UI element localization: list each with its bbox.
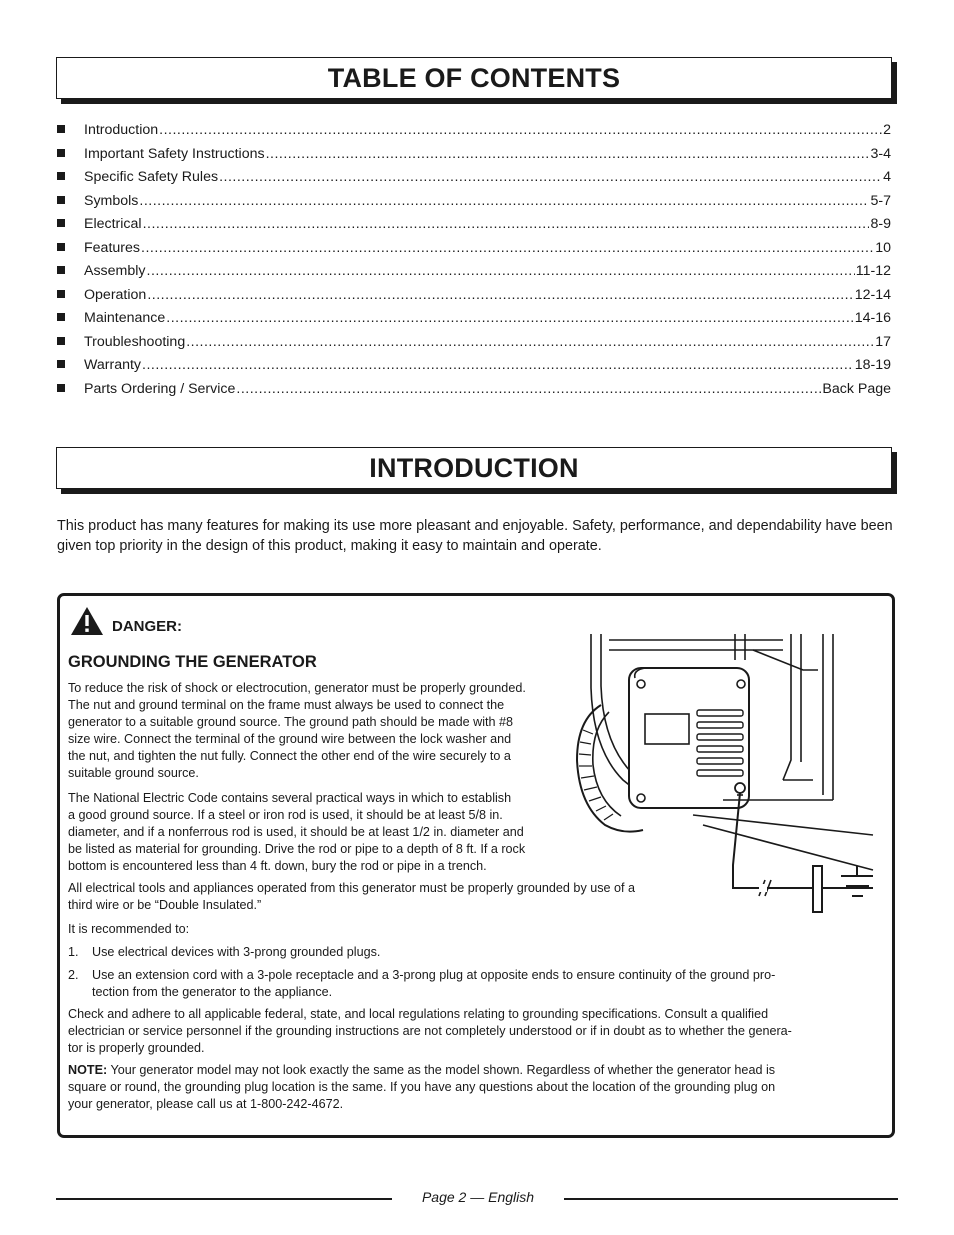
toc-item-label: Electrical xyxy=(84,216,142,232)
intro-body: This product has many features for making its use more pleasant and enjoyable. Safety, performance, and dependability have been given top priority in the design of this product, making it easy to maintain and operate. xyxy=(57,518,893,554)
recommend-intro: It is recommended to: xyxy=(68,922,190,936)
text-line: tection from the generator to the appliance. xyxy=(92,985,333,999)
toc-item-page: 2 xyxy=(883,122,891,138)
text-line: electrician or service personnel if the grounding instructions are not completely understood or if in doubt as to whether the genera- xyxy=(68,1024,792,1038)
danger-label: DANGER: xyxy=(112,618,182,635)
toc-item-label: Warranty xyxy=(84,357,142,373)
text-line: size wire. Connect the terminal of the ground wire between the lock washer and xyxy=(68,732,512,746)
toc-item-label: Troubleshooting xyxy=(84,333,186,350)
square-bullet-icon xyxy=(57,384,65,392)
toc-item-page: 12-14 xyxy=(854,286,891,303)
toc-item-page: 11-12 xyxy=(855,263,891,279)
toc-leader-dots xyxy=(266,146,870,162)
toc-leader-dots xyxy=(166,310,853,326)
text-line: Use electrical devices with 3-prong grounded plugs. xyxy=(92,945,381,959)
toc-item-page: Back Page xyxy=(822,380,891,397)
toc-leader-dots xyxy=(142,357,854,373)
recommend-list-item xyxy=(68,967,868,1001)
footer-rule-right xyxy=(564,1198,898,1200)
recommend-list-item xyxy=(68,944,868,961)
toc-leader-dots xyxy=(159,122,882,138)
toc-leader-dots xyxy=(147,287,853,303)
toc-item-label: Maintenance xyxy=(84,310,166,326)
toc-item xyxy=(57,381,891,405)
toc-leader-dots xyxy=(143,216,870,232)
note-label: NOTE: xyxy=(68,1063,108,1077)
text-line: be listed as material for grounding. Drive the rod or pipe to a depth of 8 ft. If a rock xyxy=(68,842,526,856)
toc-item-page: 18-19 xyxy=(854,357,891,373)
toc-item-page: 8-9 xyxy=(870,216,891,232)
text-line: diameter, and if a nonferrous rod is used, it should be at least 1/2 in. diameter and xyxy=(68,825,524,839)
toc-item-label: Symbols xyxy=(84,192,139,209)
square-bullet-icon xyxy=(57,149,65,157)
text-line: the nut, and tighten the nut fully. Connect the other end of the wire securely to a xyxy=(68,749,511,763)
text-line: tor is properly grounded. xyxy=(68,1041,205,1055)
intro-title: INTRODUCTION xyxy=(369,452,579,483)
toc-item xyxy=(57,240,891,264)
text-line: All electrical tools and appliances operated from this generator must be properly grounded by use of a xyxy=(68,881,636,895)
toc-leader-dots xyxy=(147,263,855,279)
page-footer xyxy=(56,1187,898,1207)
toc-item-page: 4 xyxy=(883,169,891,185)
toc-leader-dots xyxy=(139,193,869,209)
square-bullet-icon xyxy=(57,360,65,368)
grounding-paragraph-1 xyxy=(68,680,583,782)
text-line: The nut and ground terminal on the frame must always be used to connect the xyxy=(68,698,505,712)
footer-page-label: Page 2 — English xyxy=(421,1189,535,1205)
note-paragraph xyxy=(68,1062,880,1113)
intro-header-box xyxy=(56,447,892,489)
toc-item-label: Operation xyxy=(84,286,147,303)
toc-item-page: 17 xyxy=(875,333,891,350)
toc-item xyxy=(57,146,891,170)
square-bullet-icon xyxy=(57,196,65,204)
toc-item xyxy=(57,169,891,193)
toc-item xyxy=(57,334,891,358)
text-line: third wire or be “Double Insulated.” xyxy=(68,898,262,912)
square-bullet-icon xyxy=(57,266,65,274)
square-bullet-icon xyxy=(57,290,65,298)
text-line: Your generator model may not look exactly the same as the model shown. Regardless of whether the generator head is xyxy=(107,1063,776,1077)
grounding-paragraph-3 xyxy=(68,880,748,914)
list-text xyxy=(68,944,868,961)
list-number: 2. xyxy=(68,968,79,982)
danger-box xyxy=(57,593,895,1138)
toc-item xyxy=(57,122,891,146)
square-bullet-icon xyxy=(57,172,65,180)
grounding-title: GROUNDING THE GENERATOR xyxy=(68,653,317,671)
toc-item-label: Important Safety Instructions xyxy=(84,145,265,162)
toc-item-label: Assembly xyxy=(84,263,146,279)
toc-leader-dots xyxy=(219,169,882,185)
text-line: generator to a suitable ground source. The ground path should be made with #8 xyxy=(68,715,514,729)
text-line: suitable ground source. xyxy=(68,766,199,780)
text-line: a good ground source. If a steel or iron rod is used, it should be at least 5/8 in. xyxy=(68,808,503,822)
square-bullet-icon xyxy=(57,125,65,133)
toc-item-label: Specific Safety Rules xyxy=(84,169,219,185)
warning-triangle-icon xyxy=(70,606,104,641)
text-line: your generator, please call us at 1-800-242-4672. xyxy=(68,1097,344,1111)
toc-item xyxy=(57,357,891,381)
square-bullet-icon xyxy=(57,219,65,227)
square-bullet-icon xyxy=(57,337,65,345)
toc-title: TABLE OF CONTENTS xyxy=(327,62,621,93)
toc-leader-dots xyxy=(141,240,874,256)
toc-item xyxy=(57,287,891,311)
text-line: The National Electric Code contains several practical ways in which to establish xyxy=(68,791,512,805)
text-line: Use an extension cord with a 3-pole receptacle and a 3-prong plug at opposite ends to ensure continuity of the ground pro- xyxy=(92,968,776,982)
toc-list xyxy=(57,122,891,404)
toc-item-label: Parts Ordering / Service xyxy=(84,380,236,397)
list-number: 1. xyxy=(68,945,79,959)
square-bullet-icon xyxy=(57,313,65,321)
toc-item xyxy=(57,193,891,217)
toc-header-box xyxy=(56,57,892,99)
square-bullet-icon xyxy=(57,243,65,251)
toc-item-page: 3-4 xyxy=(870,145,891,162)
note-first-line xyxy=(68,1062,880,1079)
footer-rule-left xyxy=(56,1198,392,1200)
toc-leader-dots xyxy=(236,381,821,397)
text-line: bottom is encountered less than 4 ft. down, bury the rod or pipe in a trench. xyxy=(68,859,487,873)
toc-item xyxy=(57,310,891,334)
toc-item xyxy=(57,263,891,287)
toc-item xyxy=(57,216,891,240)
grounding-paragraph-2 xyxy=(68,790,628,875)
text-line: To reduce the risk of shock or electrocution, generator must be properly grounded. xyxy=(68,681,526,695)
text-line: Check and adhere to all applicable federal, state, and local regulations relating to grounding specifications. Consult a qualified xyxy=(68,1007,769,1021)
toc-item-page: 10 xyxy=(875,239,891,256)
toc-item-label: Introduction xyxy=(84,122,159,138)
toc-leader-dots xyxy=(186,334,874,350)
toc-item-page: 14-16 xyxy=(854,310,891,326)
list-text xyxy=(68,967,868,1001)
grounding-paragraph-5 xyxy=(68,1006,880,1057)
toc-item-label: Features xyxy=(84,239,140,256)
toc-item-page: 5-7 xyxy=(870,192,891,209)
text-line: square or round, the grounding plug location is the same. If you have any questions about the location of the grounding plug on xyxy=(68,1080,776,1094)
danger-header xyxy=(70,606,182,641)
